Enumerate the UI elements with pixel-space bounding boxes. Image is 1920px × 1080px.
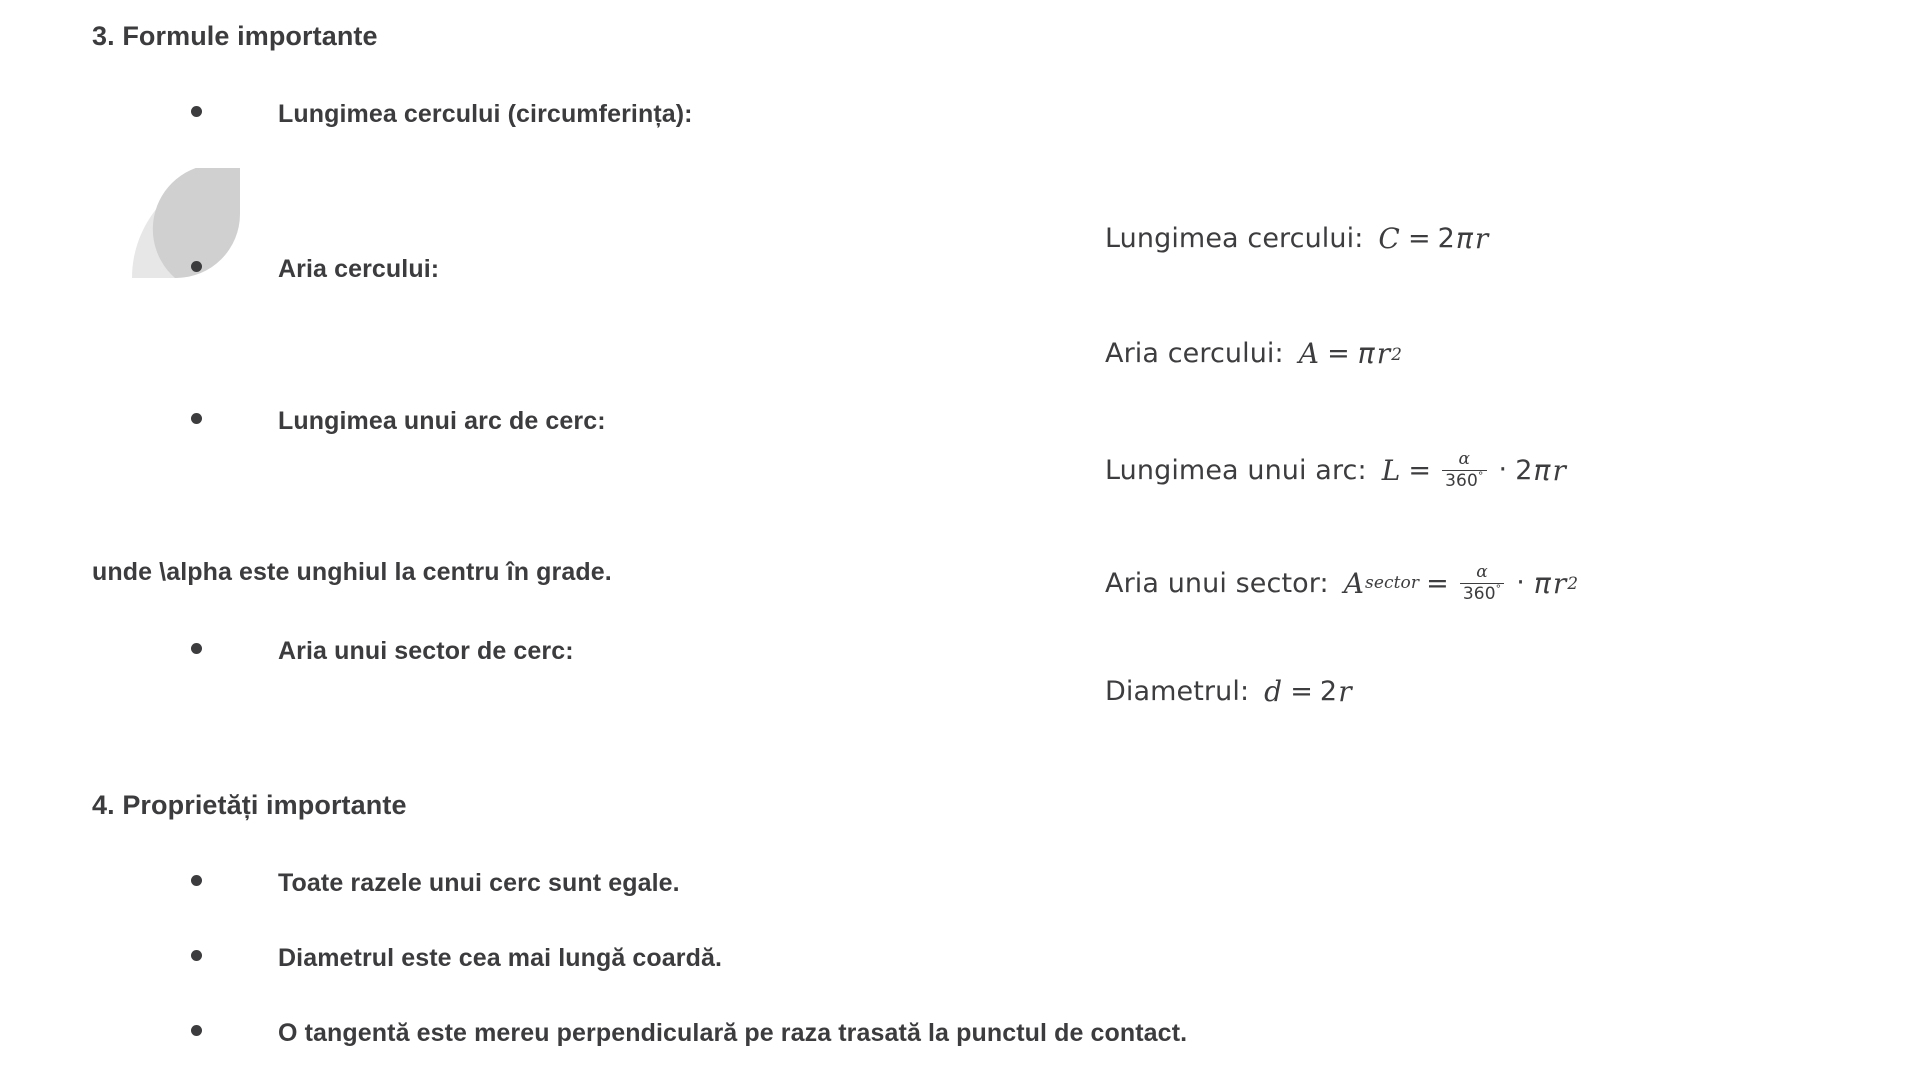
equals-sign: = [1290, 676, 1313, 707]
bullet-dot-icon [191, 950, 202, 961]
pi-symbol: π [1533, 453, 1551, 487]
pi-symbol: π [1533, 566, 1551, 600]
formula-lhs: A [1298, 337, 1320, 370]
list-item [92, 869, 680, 898]
bullet-dot-icon [191, 1025, 202, 1036]
fraction-numerator: α [1458, 449, 1471, 469]
formula-area: Aria cercului: A = π r 2 [1105, 337, 1403, 370]
fraction-numerator: α [1476, 562, 1488, 582]
formula-coefficient: 2 [1319, 676, 1338, 707]
formula-column [1105, 0, 1920, 1080]
formula-label: Aria unui sector: [1105, 567, 1329, 599]
list-item-label: Toate razele unui cerc sunt egale. [278, 869, 680, 897]
equals-sign: = [1407, 223, 1431, 254]
multiply-dot: · [1516, 566, 1525, 598]
list-item [92, 407, 606, 436]
bullet-dot-icon [191, 875, 202, 886]
formula-label: Diametrul: [1105, 676, 1250, 707]
list-item-label: Lungimea cercului (circumferința): [278, 100, 693, 128]
radius-symbol: r [1474, 222, 1489, 255]
degree-symbol: ° [1477, 469, 1484, 483]
list-item-label: Aria cercului: [278, 255, 440, 283]
radius-symbol: r [1376, 337, 1391, 370]
formula-coefficient: 2 [1515, 454, 1533, 486]
formula-label: Aria cercului: [1105, 338, 1284, 369]
pi-symbol: π [1357, 337, 1375, 370]
bullet-dot-icon [191, 106, 202, 117]
list-item [92, 100, 693, 129]
section-heading-3: 3. Formule importante [92, 21, 378, 51]
pi-symbol: π [1455, 222, 1473, 255]
bullet-dot-icon [191, 643, 202, 654]
denominator-value: 360 [1445, 471, 1478, 492]
list-item-label: O tangentă este mereu perpendiculară pe raza trasată la punctul de contact. [278, 1019, 1188, 1047]
equals-sign: = [1327, 338, 1350, 369]
equals-sign: = [1426, 567, 1449, 599]
list-item [92, 1019, 1187, 1048]
denominator-value: 360 [1462, 584, 1496, 605]
list-item-label: Aria unui sector de cerc: [278, 637, 574, 665]
formula-label: Lungimea unui arc: [1105, 454, 1367, 486]
radius-symbol: r [1552, 566, 1567, 600]
fraction-denominator [1460, 584, 1504, 605]
list-item [92, 944, 722, 973]
radius-symbol: r [1338, 675, 1352, 708]
formula-circumference [1105, 222, 1489, 255]
formula-arc-length [1105, 450, 1567, 491]
bullet-dot-icon [191, 261, 202, 272]
formula-coefficient: 2 [1437, 223, 1455, 254]
radius-symbol: r [1552, 453, 1566, 487]
formula-lhs: A [1343, 566, 1365, 600]
list-item [92, 637, 574, 666]
degree-symbol: ° [1495, 582, 1502, 596]
list-item-label: Lungimea unui arc de cerc: [278, 407, 606, 435]
formula-lhs: d [1264, 675, 1283, 708]
bullet-dot-icon [191, 413, 202, 424]
list-item [92, 255, 439, 284]
fraction-alpha-over-360 [1442, 451, 1486, 492]
formula-label: Lungimea cercului: [1105, 223, 1364, 254]
list-item-label: Diametrul este cea mai lungă coardă. [278, 944, 723, 972]
alpha-note-text: unde \alpha este unghiul la centru în grade. [92, 558, 612, 586]
equals-sign: = [1408, 454, 1432, 486]
multiply-dot: · [1498, 453, 1508, 485]
formula-lhs: L [1381, 453, 1401, 487]
formula-lhs: C [1378, 222, 1400, 255]
fraction-denominator [1442, 471, 1486, 492]
formula-diameter [1105, 675, 1353, 708]
formula-sector-area: Aria unui sector: A sector = $\frac{\alpha}{360^\circ}$ · π r 2 [1105, 562, 1579, 605]
section-heading-4: 4. Proprietăți importante [92, 790, 407, 820]
fraction-alpha-over-360 [1460, 564, 1504, 605]
